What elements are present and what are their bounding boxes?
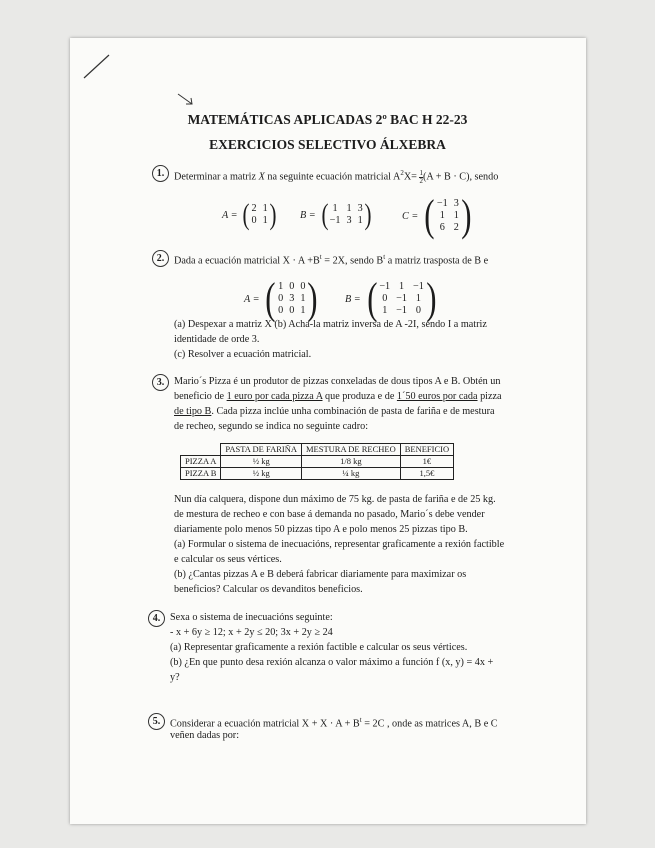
matrix-cell: 0 [289,281,295,292]
matrix-cell: 3 [289,293,295,304]
page-title: MATEMÁTICAS APLICADAS 2º BAC H 22-23 [187,112,468,127]
matrix-cell: −1 [396,305,407,316]
question-number-5: 5. [148,713,165,730]
matrix-cell: 0 [278,293,284,304]
table-header-row [181,444,454,456]
pen-stroke-mark [82,52,112,80]
matrix-cell: −1 [436,198,448,209]
q3-para-1: Nun día calquera, dispone dun máximo de 75 kg. de pasta de fariña e de 25 kg. [174,494,496,505]
question-number-2: 2. [152,250,169,267]
q5-text-b: = 2C , onde as matrices A, B e C [361,718,498,730]
matrix-cell: 0 [382,293,388,304]
matrix-cell: −1 [329,215,341,226]
matrix-cell: 3 [346,215,352,226]
left-paren: ( [265,274,276,323]
matrix-cell: 1 [262,215,268,226]
matrix-cell: 1 [278,281,284,292]
question-number-1: 1. [152,165,169,182]
q5-sup: t [359,716,362,724]
matrix-cell: 3 [453,198,459,209]
q4-part-b-line1: (b) ¿En que punto desa rexión alcanza o valor máximo a función f (x, y) = 4x + [170,657,494,668]
table-header: BENEFICIO [400,444,453,456]
left-paren: ( [321,198,329,231]
q1-matrix-a [222,200,278,230]
q3-text: beneficio de [174,391,227,402]
q2-text-a: Dada a ecuación matricial X · A +B [174,255,320,267]
q3-line-4: de recheo, segundo se indica no seguinte cadro: [174,421,369,432]
table-cell: 1,5€ [400,468,453,480]
q3-line-3 [174,404,495,419]
table-row [181,456,454,468]
table-cell: 1/8 kg [302,456,401,468]
q1-matrix-c [402,191,473,240]
q3-line-2 [174,389,502,404]
matrix-cell: 1 [300,305,306,316]
matrix-cell: 1 [415,293,421,304]
q1-text-b: na seguinte ecuación matricial A [264,171,401,183]
table-cell: ¼ kg [302,468,401,480]
matrix-label: B = [300,209,316,221]
matrix-cell: 0 [300,281,306,292]
q5-line-2: veñen dadas por: [170,730,240,741]
q1-statement [174,166,498,185]
matrix-cell: −1 [396,293,407,304]
page-subtitle: EXERCICIOS SELECTIVO ÁLXEBRA [209,137,446,152]
q1-text-d: (A + B · C), sendo [422,171,499,183]
matrix-label: A = [244,293,260,305]
matrix-cells [437,198,459,234]
matrix-cell: 1 [300,293,306,304]
q2-text-b: = 2X, sendo B [321,255,384,267]
q4-part-b-line2: y? [170,672,180,683]
q1-text-a: Determinar a matriz [174,171,259,183]
matrix-cell: 1 [346,203,352,214]
left-paren: ( [424,191,435,240]
table-row [181,468,454,480]
q1-frac-num: 1 [419,168,423,177]
matrix-cell: 1 [439,210,445,221]
right-paren: ) [426,274,437,323]
matrix-label: B = [345,293,361,305]
matrix-cell: 0 [251,215,257,226]
q3-underlined: 1 euro por cada pizza A [226,391,323,402]
matrix-cells [379,281,424,317]
matrix-cell: 0 [289,305,295,316]
q2-matrix-b [345,274,439,323]
matrix-cell: 2 [251,203,257,214]
q3-underlined: 1´50 euros por cada [396,391,478,402]
matrix-cell: 2 [453,222,459,233]
q3-text: pizza [477,391,502,402]
matrix-label: A = [222,209,238,221]
q4-line-1: Sexa o sistema de inecuacións seguinte: [170,612,333,623]
table-corner [181,444,221,456]
question-number-3: 3. [152,374,169,391]
table-cell: ½ kg [221,468,302,480]
matrix-cell: 1 [399,281,405,292]
matrix-cell: −1 [413,281,424,292]
left-paren: ( [242,198,250,231]
right-paren: ) [307,274,318,323]
q2-part-a-line1: (a) Despexar a matriz X (b) Acha-la matriz inversa de A -2I, sendo I a matriz [174,319,487,330]
q3-line-1: Mario´s Pizza é un produtor de pizzas conxeladas de dous tipos A e B. Obtén un [174,376,501,387]
matrix-label: C = [402,210,419,222]
q4-part-a: (a) Representar graficamente a rexión factible e calcular os seus vértices. [170,642,468,653]
q2-sup-b: t [383,253,386,261]
arrow-mark-icon [176,92,198,108]
matrix-cell: 3 [357,203,363,214]
q1-var-x: X [258,171,265,183]
right-paren: ) [461,191,472,240]
matrix-cells [330,203,363,227]
q1-text-c: X= [403,171,420,183]
matrix-cells [251,203,267,227]
matrix-cell: 1 [382,305,388,316]
left-paren: ( [366,274,378,323]
matrix-cell: −1 [379,281,391,292]
q3-text: que produza e de [322,391,397,402]
table-cell: ½ kg [221,456,302,468]
q2-sup-a: t [319,253,322,261]
table-row-label: PIZZA B [181,468,221,480]
q3-part-a-line1: (a) Formular o sistema de inecuacións, representar graficamente a rexión factible [174,539,505,550]
q5-text-a: Considerar a ecuación matricial X + X · A + B [170,718,360,730]
matrix-cell: 0 [415,305,421,316]
table-row-label: PIZZA A [181,456,221,468]
q1-matrix-b [300,200,373,230]
q2-text-c: a matriz trasposta de B e [385,255,489,267]
right-paren: ) [364,198,372,231]
table-header: PASTA DE FARIÑA [221,444,302,456]
matrix-cell: 0 [278,305,284,316]
q3-part-a-line2: e calcular os seus vértices. [174,554,282,565]
matrix-cell: 1 [262,203,268,214]
right-paren: ) [269,198,277,231]
q3-text: . Cada pizza inclúe unha combinación de pasta de fariña e de mestura [211,406,495,417]
q1-sup: 2 [400,169,404,177]
table-header: MESTURA DE RECHEO [302,444,401,456]
table-cell: 1€ [400,456,453,468]
q1-frac-den: 2 [419,176,423,185]
matrix-cell: 1 [357,215,363,226]
q3-part-b-line2: beneficios? Calcular os devanditos beneficios. [174,584,363,595]
question-number-4: 4. [148,610,165,627]
q3-underlined: de tipo B [174,406,212,417]
q2-part-a-line2: identidade de orde 3. [174,334,260,345]
matrix-cell: 6 [439,222,445,233]
q2-matrix-a [244,274,320,323]
matrix-cells [278,281,305,317]
q2-statement [174,250,488,269]
q3-para-2: de mestura de recheo e con base á demanda no pasado, Mario´s debe vender [174,509,485,520]
q3-para-3: diariamente polo menos 50 pizzas tipo A e polo menos 25 pizzas tipo B. [174,524,468,535]
q3-part-b-line1: (b) ¿Cantas pizzas A e B deberá fabricar diariamente para maximizar os [174,569,467,580]
matrix-cell: 1 [332,203,338,214]
q2-part-c: (c) Resolver a ecuación matricial. [174,349,312,360]
matrix-cell: 1 [453,210,459,221]
ingredients-table [180,443,454,480]
q4-inequalities: - x + 6y ≥ 12; x + 2y ≤ 20; 3x + 2y ≥ 24 [170,627,333,638]
